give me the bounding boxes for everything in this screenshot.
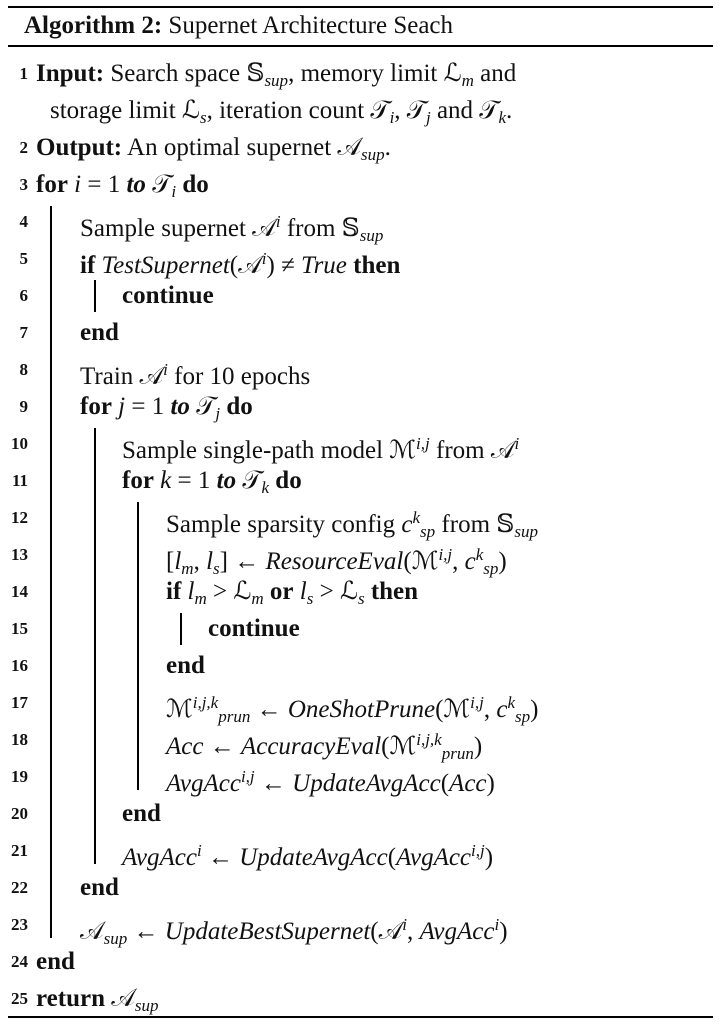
line-text: if $l_m$ > ℒ$_m$ or $l_s$ > ℒ$_s$ then	[166, 578, 419, 608]
line-number: 7	[19, 323, 28, 342]
scope-bar	[94, 280, 96, 312]
algorithm-line	[0, 981, 721, 1017]
line-text: Train 𝒜$^i$ for 10 epochs	[80, 360, 311, 390]
algorithm-line	[0, 130, 721, 166]
top-rule	[8, 6, 713, 8]
line-number: 10	[11, 434, 28, 453]
algorithm-line	[0, 167, 721, 203]
line-number: 6	[19, 286, 28, 305]
line-number: 20	[11, 804, 28, 823]
algorithm-line	[0, 907, 721, 948]
line-number: 24	[11, 952, 28, 971]
line-number: 8	[19, 360, 28, 379]
algorithm-name: Supernet Architecture Seach	[168, 12, 454, 39]
line-number: 17	[11, 693, 28, 712]
line-text: end	[122, 800, 161, 827]
algorithm-line	[0, 426, 721, 462]
algorithm-line	[0, 574, 721, 610]
line-text: Input: Search space 𝕊$_{sup}$, memory limit ℒ$_m$ and	[36, 60, 517, 90]
algorithm-line	[0, 463, 721, 499]
line-number: 25	[11, 989, 28, 1008]
line-text: for i = 1 to 𝒯$_i$ do	[36, 171, 209, 201]
algorithm-line	[0, 315, 721, 351]
line-text: if TestSupernet(𝒜$^i$) ≠ True then	[80, 249, 401, 279]
line-number: 5	[19, 249, 28, 268]
line-number: 11	[11, 471, 28, 490]
line-number: 4	[19, 212, 28, 231]
line-text: for k = 1 to 𝒯$_k$ do	[122, 467, 302, 497]
line-number: 21	[11, 841, 28, 860]
algorithm-line	[0, 500, 721, 541]
line-number: 13	[11, 545, 28, 564]
line-text: end	[80, 874, 119, 901]
scope-bar	[180, 613, 182, 645]
algorithm-label: Algorithm 2:	[24, 12, 163, 39]
line-text: continue	[122, 282, 214, 309]
algorithm-line	[0, 685, 721, 726]
algorithm-title	[24, 11, 453, 41]
algorithm-line	[0, 352, 721, 388]
line-text: end	[80, 319, 119, 346]
line-text: [$l_m$, $l_s$] ← ResourceEval(ℳ$^{i,j}$, $c^k_{sp}$)	[166, 545, 507, 578]
line-text: AvgAcc$^{i,j}$ ← UpdateAvgAcc(Acc)	[166, 767, 495, 797]
algorithm-line	[0, 93, 721, 129]
line-number: 22	[11, 878, 28, 897]
line-text: Sample single-path model ℳ$^{i,j}$ from 𝒜$^i$	[122, 434, 520, 464]
scope-bar	[137, 502, 139, 790]
line-text: ℳ$^{i,j,k}_{prun}$ ← OneShotPrune(ℳ$^{i,j}$, $c^k_{sp}$)	[166, 693, 539, 726]
algorithm-line	[0, 241, 721, 277]
line-number: 12	[11, 508, 28, 527]
algorithm-line	[0, 870, 721, 906]
line-number: 15	[11, 619, 28, 638]
algorithm-line	[0, 722, 721, 763]
algorithm-line	[0, 648, 721, 684]
line-number: 18	[11, 730, 28, 749]
line-text: Sample sparsity config $c^k_{sp}$ from 𝕊$_{sup}$	[166, 508, 538, 541]
line-text: storage limit ℒ$_s$, iteration count 𝒯$_i$, 𝒯$_j$ and 𝒯$_k$.	[50, 97, 513, 127]
algorithm-line	[0, 389, 721, 425]
scope-bar	[50, 206, 52, 938]
line-text: AvgAcc$^i$ ← UpdateAvgAcc(AvgAcc$^{i,j}$)	[122, 841, 494, 871]
algorithm-line	[0, 796, 721, 832]
algorithm-line	[0, 944, 721, 980]
line-number: 3	[19, 175, 28, 194]
algorithm-line	[0, 537, 721, 578]
line-number: 2	[19, 138, 28, 157]
line-number: 1	[19, 64, 28, 83]
line-text: Acc ← AccuracyEval(ℳ$^{i,j,k}_{prun}$)	[166, 730, 483, 763]
bottom-rule	[8, 1016, 713, 1018]
line-text: 𝒜$_{sup}$ ← UpdateBestSupernet(𝒜$^i$, AvgAcc$^i$)	[80, 915, 508, 948]
line-text: for j = 1 to 𝒯$_j$ do	[80, 393, 253, 423]
algorithm-line	[0, 56, 721, 92]
line-number: 16	[11, 656, 28, 675]
title-rule	[8, 45, 713, 47]
scope-bar	[94, 428, 96, 864]
line-text: end	[166, 652, 205, 679]
line-text: Sample supernet 𝒜$^i$ from 𝕊$_{sup}$	[80, 212, 384, 245]
line-number: 14	[11, 582, 28, 601]
line-text: end	[36, 948, 75, 975]
algorithm-line	[0, 833, 721, 869]
line-number: 23	[11, 915, 28, 934]
algorithm-line	[0, 611, 721, 647]
algorithm-line	[0, 759, 721, 795]
line-number: 19	[11, 767, 28, 786]
line-text: continue	[208, 615, 300, 642]
algorithm-line	[0, 278, 721, 314]
line-text: Output: An optimal supernet 𝒜$_{sup}$.	[36, 134, 391, 164]
algorithm-line	[0, 204, 721, 245]
line-number: 9	[19, 397, 28, 416]
line-text: return 𝒜$_{sup}$	[36, 985, 159, 1015]
